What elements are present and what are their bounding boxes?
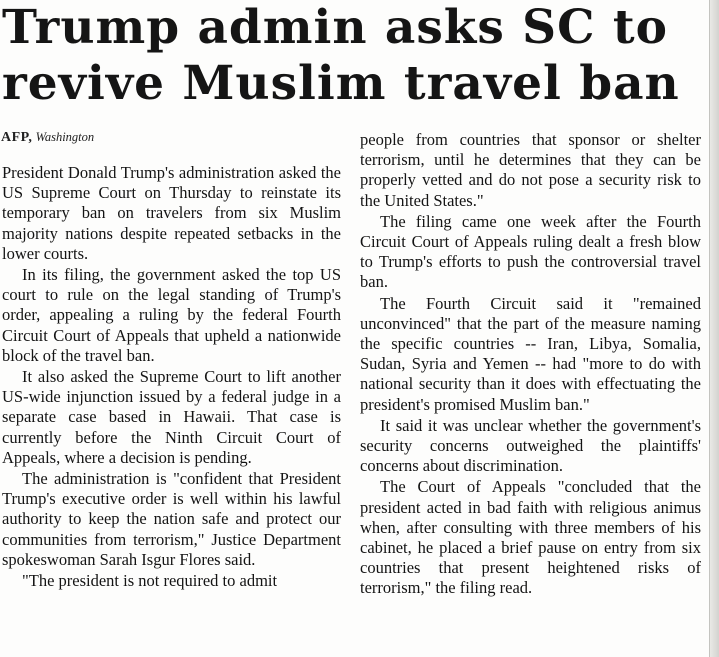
paragraph: The administration is "confident that President Trump's executive order is well within his lawful authority to keep the nation safe and protect our communities from terrorism," Justice Department spokeswoman Sarah Isgur Flores said. — [2, 469, 341, 569]
headline-line-1: Trump admin asks SC to — [2, 0, 668, 55]
byline-dateline: Washington — [35, 130, 95, 144]
paragraph: "The president is not required to admit — [22, 571, 278, 591]
headline — [2, 0, 707, 112]
paragraph: President Donald Trump's administration asked the US Supreme Court on Thursday to reinstate its temporary ban on travelers from six Muslim majority nations despite repeated setbacks in the lower courts. — [2, 163, 341, 263]
paragraph: The Fourth Circuit said it "remained unconvinced" that the part of the measure naming the specific countries -- Iran, Libya, Somalia, Sudan, Syria and Yemen -- had "more to do with national security than it does with effectuating the president's promised Muslim ban." — [360, 293, 701, 414]
paragraph: It said it was unclear whether the government's security concerns outweighed the plaintiffs' concerns about discrimination. — [360, 415, 701, 476]
page-edge — [709, 0, 719, 657]
byline — [1, 130, 94, 146]
headline-line-2: revive Muslim travel ban — [2, 56, 680, 111]
paragraph: The filing came one week after the Fourth Circuit Court of Appeals ruling dealt a fresh blow to Trump's efforts to push the controversial travel ban. — [360, 211, 701, 292]
article-column-right — [360, 130, 701, 600]
paragraph: people from countries that sponsor or shelter terrorism, until he determines that they can be properly vetted and do not pose a security risk to the United States." — [360, 130, 701, 210]
byline-agency: AFP, — [1, 130, 33, 145]
paragraph: In its filing, the government asked the top US court to rule on the legal standing of Trump's order, appealing a ruling by the federal Fourth Circuit Court of Appeals that upheld a nationwide block of the travel ban. — [2, 265, 341, 365]
paragraph: The Court of Appeals "concluded that the president acted in bad faith with religious animus when, after consulting with three members of his cabinet, he placed a brief pause on entry from six countries that present heightened risks of terrorism," the filing read. — [360, 477, 701, 598]
article-column-left — [2, 163, 341, 592]
paragraph: It also asked the Supreme Court to lift another US-wide injunction issued by a federal judge in a separate case based in Hawaii. That case is currently before the Ninth Circuit Court of Appeals, where a decision is pending. — [2, 367, 341, 467]
